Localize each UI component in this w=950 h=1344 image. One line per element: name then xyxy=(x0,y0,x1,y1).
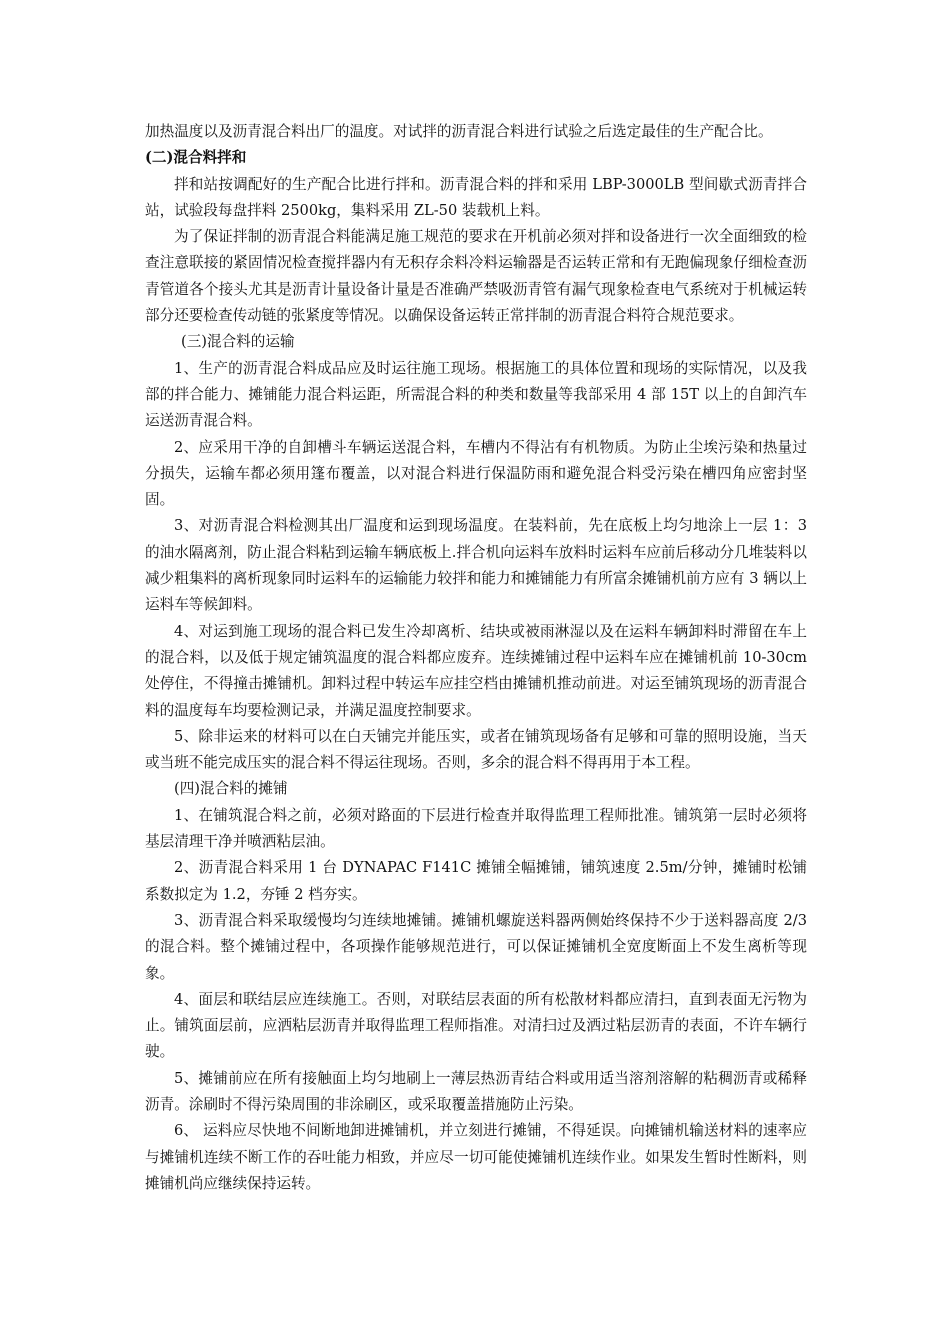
paragraph-continuation: 加热温度以及沥青混合料出厂的温度。对试拌的沥青混合料进行试验之后选定最佳的生产配合比。 xyxy=(145,123,773,140)
paragraph-mixing-plant: 拌和站按调配好的生产配合比进行拌和。沥青混合料的拌和采用 LBP-3000LB 型间歇式沥青拌合站，试验段每盘拌料 2500kg，集料采用 ZL-50 装载机上料。 xyxy=(145,175,807,219)
paragraph-equipment-check: 为了保证拌制的沥青混合料能满足施工规范的要求在开机前必须对拌和设备进行一次全面细致的检查注意联接的紧固情况检查搅拌器内有无积存余料冷料运输器是否运转正常和有无跑偏现象仔细检查沥青管道各个接头尤其是沥青计量设备计量是否准确严禁吸沥青管有漏气现象检查电气系统对于机械运转部分还要检查传动链的张紧度等情况。以确保设备运转正常拌制的沥青混合料符合规范要求。 xyxy=(145,228,807,325)
paragraph-paving-1: 1、在铺筑混合料之前，必须对路面的下层进行检查并取得监理工程师批准。铺筑第一层时必须将基层清理干净并喷洒粘层油。 xyxy=(145,806,807,851)
paragraph-transport-1: 1、生产的沥青混合料成品应及时运往施工现场。根据施工的具体位置和现场的实际情况，以及我部的拌合能力、摊铺能力混合料运距，所需混合料的种类和数量等我部采用 4 部 15T 以上的自卸汽车运送沥青混合料。 xyxy=(145,359,807,430)
paragraph-paving-5: 5、摊铺前应在所有接触面上均匀地刷上一薄层热沥青结合料或用适当溶剂溶解的粘稠沥青或稀释沥青。涂刷时不得污染周围的非涂刷区，或采取覆盖措施防止污染。 xyxy=(145,1069,807,1113)
paragraph-transport-4: 4、对运到施工现场的混合料已发生冷却离析、结块或被雨淋湿以及在运料车辆卸料时滞留在车上的混合料，以及低于规定铺筑温度的混合料都应废弃。连续摊铺过程中运料车应在摊铺机前 10-30cm 处停住，不得撞击摊铺机。卸料过程中转运车应挂空档由摊铺机推动前进。对运至铺筑现场的沥青混合料的温度每车均要检测记录，并满足温度控制要求。 xyxy=(145,622,807,719)
paragraph-paving-4: 4、面层和联结层应连续施工。否则，对联结层表面的所有松散材料都应清扫，直到表面无污物为止。铺筑面层前，应洒粘层沥青并取得监理工程师指准。对清扫过及洒过粘层沥青的表面，不许车辆行驶。 xyxy=(145,990,807,1061)
paragraph-paving-2: 2、沥青混合料采用 1 台 DYNAPAC F141C 摊铺全幅摊铺，铺筑速度 2.5m/分钟，摊铺时松铺系数拟定为 1.2，夯锤 2 档夯实。 xyxy=(145,859,807,903)
paragraph-transport-5: 5、除非运来的材料可以在白天铺完并能压实，或者在铺筑现场备有足够和可靠的照明设施，当天或当班不能完成压实的混合料不得运往现场。否则，多余的混合料不得再用于本工程。 xyxy=(145,727,807,772)
paragraph-paving-3: 3、沥青混合料采取缓慢均匀连续地摊铺。摊铺机螺旋送料器两侧始终保持不少于送料器高度 2/3 的混合料。整个摊铺过程中，各项操作能够规范进行，可以保证摊铺机全宽度断面上不发生离析等现象。 xyxy=(145,911,807,982)
paragraph-transport-2: 2、应采用干净的自卸槽斗车辆运送混合料，车槽内不得沾有有机物质。为防止尘埃污染和热量过分损失，运输车都必须用篷布覆盖，以对混合料进行保温防雨和避免混合料受污染在槽四角应密封坚固。 xyxy=(145,438,807,509)
heading-mixing: (二)混合料拌和 xyxy=(145,149,247,167)
heading-transport: (三)混合料的运输 xyxy=(181,333,295,351)
paragraph-transport-3: 3、对沥青混合料检测其出厂温度和运到现场温度。在装料前，先在底板上均匀地涂上一层 1：3 的油水隔离剂，防止混合料粘到运输车辆底板上.拌合机向运料车放料时运料车应前后移动分几堆装料以减少粗集料的离析现象同时运料车的运输能力较拌和能力和摊铺能力有所富余摊铺机前方应有 3 辆以上运料车等候卸料。 xyxy=(145,517,807,614)
heading-paving: (四)混合料的摊铺 xyxy=(174,780,288,798)
document-page xyxy=(145,119,807,1197)
paragraph-paving-6: 6、 运料应尽快地不间断地卸进摊铺机，并立刻进行摊铺，不得延误。向摊铺机输送材料的速率应与摊铺机连续不断工作的吞吐能力相致，并应尽一切可能使摊铺机连续作业。如果发生暂时性断料，则摊铺机尚应继续保持运转。 xyxy=(145,1122,807,1192)
